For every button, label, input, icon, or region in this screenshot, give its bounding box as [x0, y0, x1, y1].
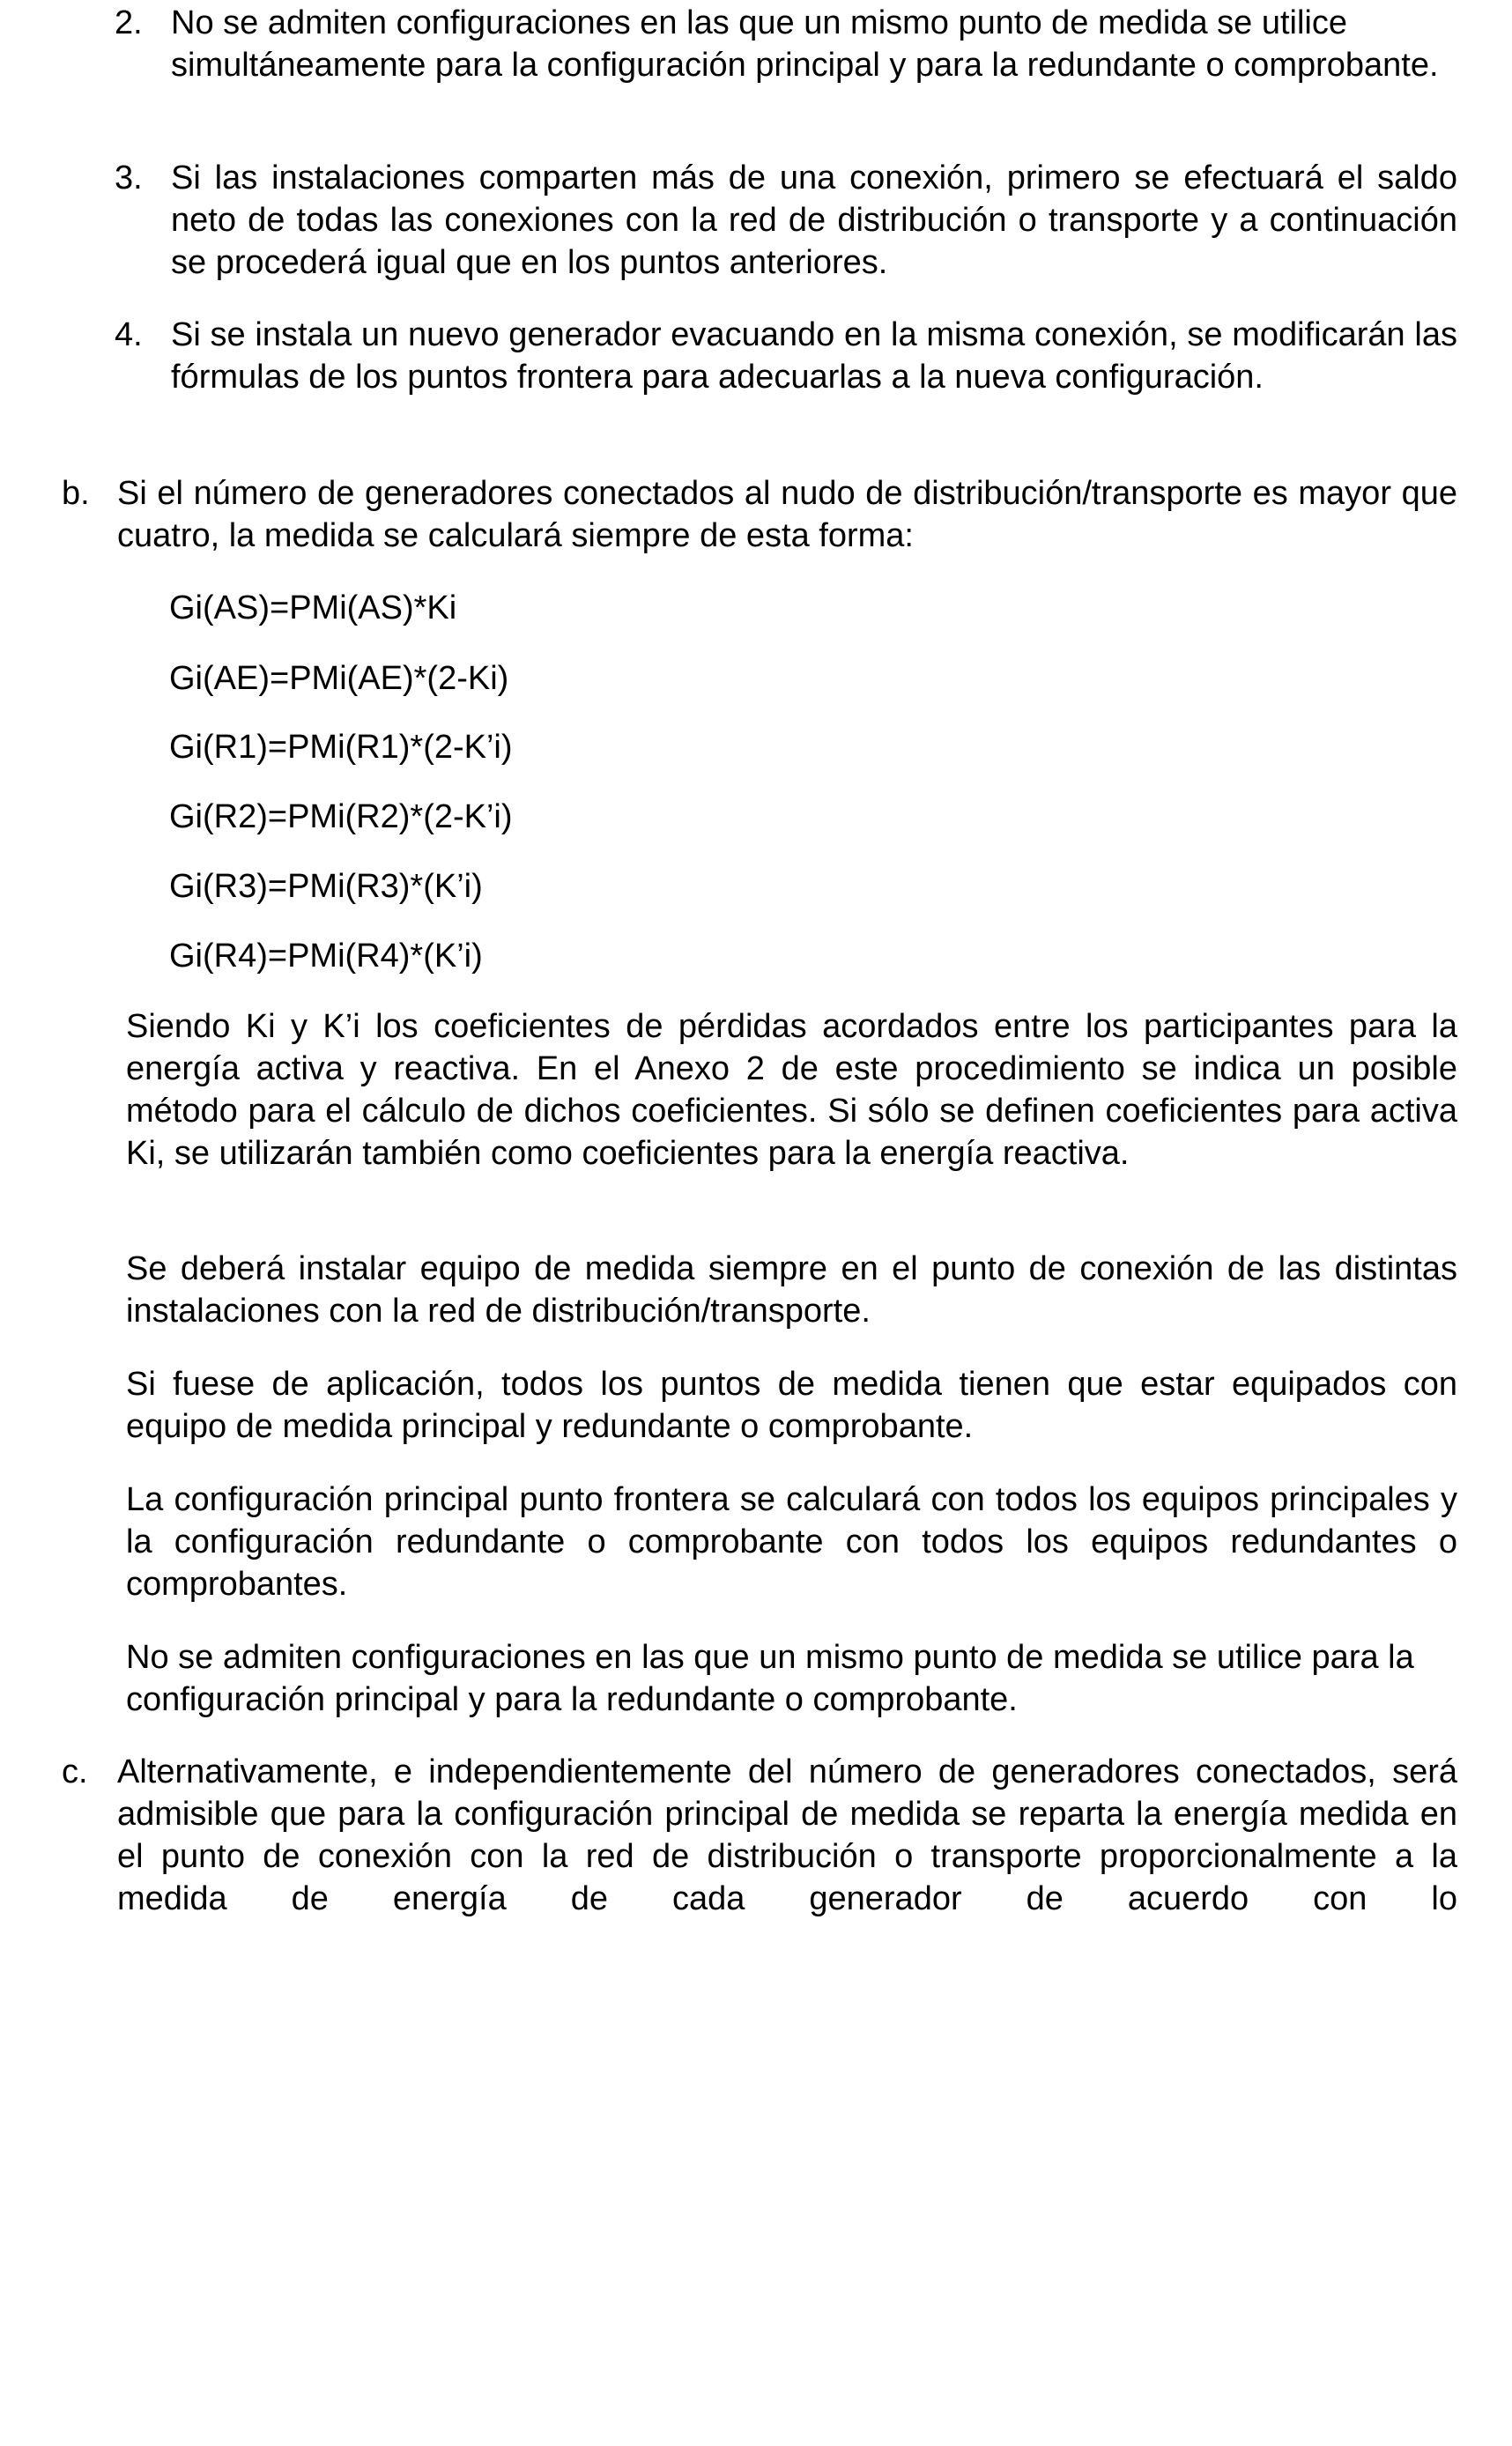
paragraph-no-se-admiten: No se admiten configuraciones en las que un mismo punto de medida se utilice para la configuración principal y para la redundante o comprobante. [126, 1639, 1414, 1718]
list-item-4-marker: 4. [115, 316, 143, 353]
formula-as: Gi(AS)=PMi(AS)*Ki [169, 589, 457, 626]
list-item-3-marker: 3. [115, 159, 143, 196]
list-item-c-marker: c. [62, 1753, 88, 1790]
paragraph-coeficientes: Siendo Ki y K’i los coeficientes de pérdidas acordados entre los participantes para la energía activa y reactiva. En el Anexo 2 de este procedimiento se indica un posible método para el cálculo de dichos coeficientes. Si sólo se definen coeficientes para activa Ki, se utilizarán también como coeficientes para la energía reactiva. [126, 1008, 1457, 1172]
list-item-3-text: Si las instalaciones comparten más de una conexión, primero se efectuará el saldo neto de todas las conexiones con la red de distribución o transporte y a continuación se procederá igual que en los puntos anteriores. [171, 159, 1457, 281]
formula-ae: Gi(AE)=PMi(AE)*(2-Ki) [169, 660, 509, 697]
list-item-b-text: Si el número de generadores conectados al nudo de distribución/transporte es mayor que cuatro, la medida se calculará siempre de esta forma: [117, 475, 1457, 554]
paragraph-configuracion-principal: La configuración principal punto frontera se calculará con todos los equipos principales y la configuración redundante o comprobante con todos los equipos redundantes o comprobantes. [126, 1481, 1457, 1603]
formula-r1: Gi(R1)=PMi(R1)*(2-K’i) [169, 729, 513, 766]
list-item-b-marker: b. [62, 475, 90, 512]
formula-r3: Gi(R3)=PMi(R3)*(K’i) [169, 868, 483, 905]
list-item-2-text: No se admiten configuraciones en las que un mismo punto de medida se utilice simultáneamente para la configuración principal y para la redundante o comprobante. [171, 4, 1439, 84]
paragraph-equipo-conexion: Se deberá instalar equipo de medida siempre en el punto de conexión de las distintas instalaciones con la red de distribución/transporte. [126, 1250, 1457, 1330]
paragraph-puntos-medida: Si fuese de aplicación, todos los puntos de medida tienen que estar equipados con equipo de medida principal y redundante o comprobante. [126, 1366, 1457, 1445]
formula-r2: Gi(R2)=PMi(R2)*(2-K’i) [169, 798, 513, 835]
list-item-2-marker: 2. [115, 4, 143, 41]
list-item-4-text: Si se instala un nuevo generador evacuando en la misma conexión, se modificarán las fórmulas de los puntos frontera para adecuarlas a la nueva configuración. [171, 316, 1457, 396]
list-item-c-text: Alternativamente, e independientemente del número de generadores conectados, será admisible que para la configuración principal de medida se reparta la energía medida en el punto de conexión con la red de distribución o transporte proporcionalmente a la medida de energía de cada generador de acuerdo con lo [117, 1753, 1457, 1917]
formula-r4: Gi(R4)=PMi(R4)*(K’i) [169, 938, 483, 975]
